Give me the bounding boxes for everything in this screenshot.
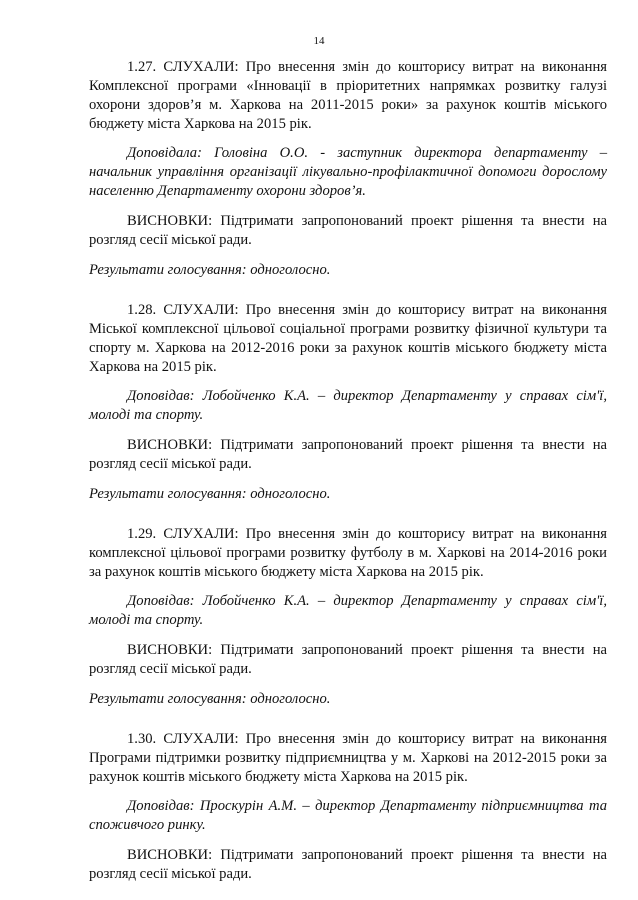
conclusions-paragraph: ВИСНОВКИ: Підтримати запропонований проект рішення та внести на розгляд сесії міської ради. [89,847,607,882]
voting-result: Результати голосування: одноголосно. [89,691,331,707]
speaker-paragraph: Доповідала: Головіна О.О. - заступник директора департаменту – начальник управління організації лікувально-профілактичної допомоги дорослому населенню Департаменту охорони здоров’я. [89,145,607,199]
speaker-paragraph: Доповідав: Лобойченко К.А. – директор Департаменту у справах сім'ї, молоді та спорту. [89,388,607,423]
heard-paragraph: 1.30. СЛУХАЛИ: Про внесення змін до кошторису витрат на виконання Програми підтримки розвитку підприємництва у м. Харкові на 2012-2015 роки за рахунок коштів міського бюджету міста Харкова на 2015 рік. [89,731,607,785]
speaker-paragraph: Доповідав: Лобойченко К.А. – директор Департаменту у справах сім'ї, молоді та спорту. [89,593,607,628]
voting-result: Результати голосування: одноголосно. [89,262,331,278]
document-body [89,58,607,884]
heard-paragraph: 1.28. СЛУХАЛИ: Про внесення змін до кошторису витрат на виконання Міської комплексної цільової соціальної програми розвитку фізичної культури та спорту м. Харкова на 2012-2016 роки за рахунок коштів міського бюджету міста Харкова на 2015 рік. [89,302,607,375]
conclusions-paragraph: ВИСНОВКИ: Підтримати запропонований проект рішення та внести на розгляд сесії міської ради. [89,642,607,677]
agenda-item-1-29 [89,525,607,709]
speaker-paragraph: Доповідав: Проскурін А.М. – директор Департаменту підприємництва та споживчого ринку. [89,798,607,833]
page-number: 14 [313,35,325,47]
conclusions-paragraph: ВИСНОВКИ: Підтримати запропонований проект рішення та внести на розгляд сесії міської ради. [89,213,607,248]
heard-paragraph: 1.27. СЛУХАЛИ: Про внесення змін до кошторису витрат на виконання Комплексної програми «Інновації в пріоритетних напрямках розвитку галузі охорони здоров’я м. Харкова на 2011-2015 роки» за рахунок коштів міського бюджету міста Харкова на 2015 рік. [89,59,607,132]
agenda-item-1-30 [89,730,607,884]
conclusions-paragraph: ВИСНОВКИ: Підтримати запропонований проект рішення та внести на розгляд сесії міської ради. [89,437,607,472]
heard-paragraph: 1.29. СЛУХАЛИ: Про внесення змін до кошторису витрат на виконання комплексної цільової програми розвитку футболу в м. Харкові на 2014-2016 роки за рахунок коштів міського бюджету міста Харкова на 2015 рік. [89,526,607,580]
agenda-item-1-28 [89,301,607,504]
agenda-item-1-27 [89,58,607,280]
voting-result: Результати голосування: одноголосно. [89,486,331,502]
